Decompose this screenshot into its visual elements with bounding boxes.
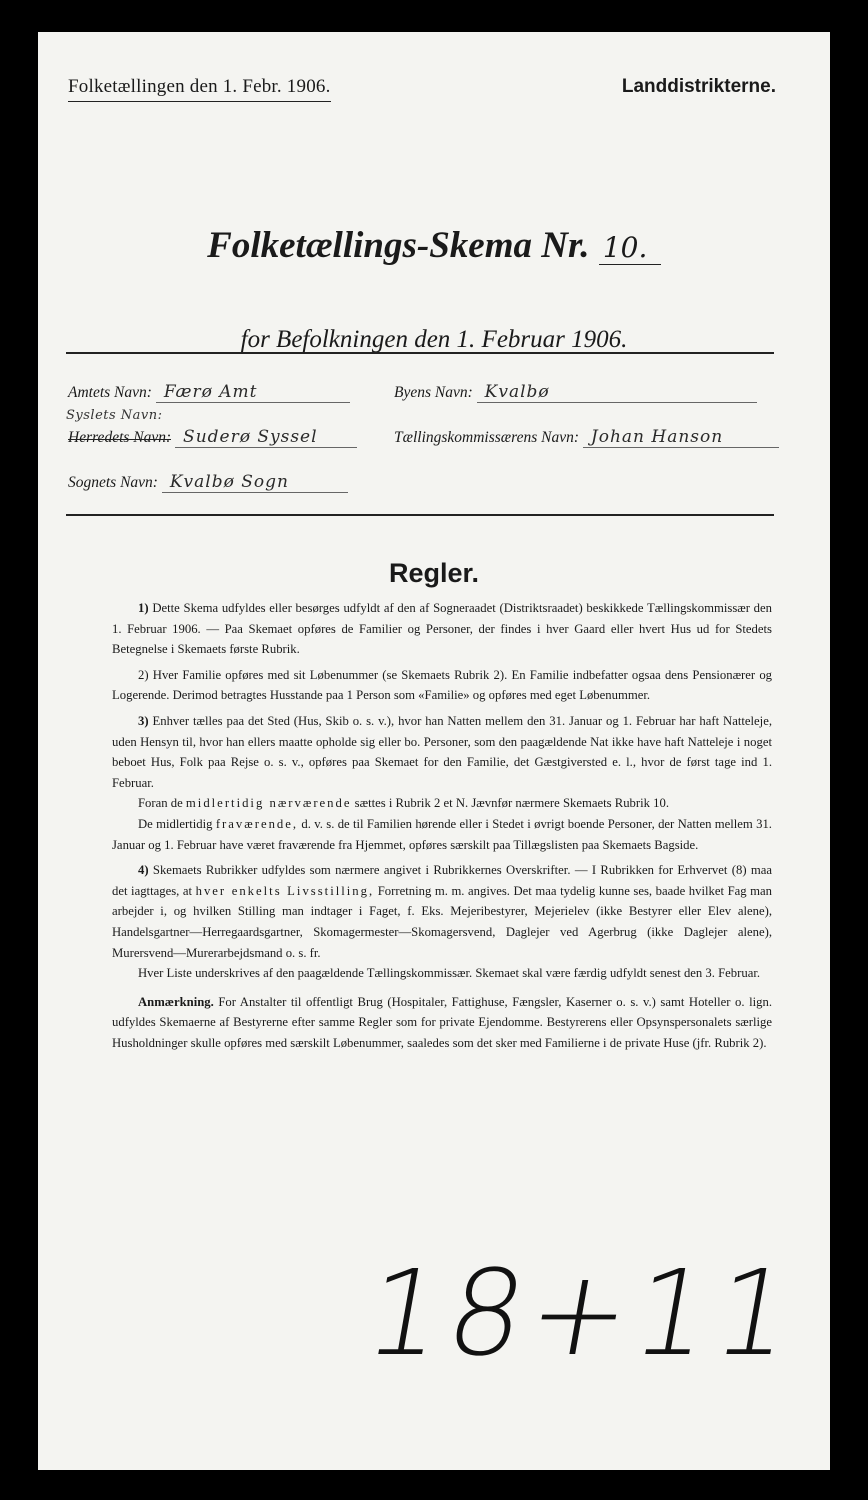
census-form-page [38,32,830,1470]
field-kommissaer-label: Tællingskommissærens Navn: [394,429,580,446]
field-herred [68,427,357,448]
form-subtitle: for Befolkningen den 1. Februar 1906. [240,326,628,353]
form-number: 10. [599,231,661,265]
form-title [38,224,830,267]
divider-top [66,352,774,354]
rule-3: 3) Enhver tælles paa det Sted (Hus, Skib o. s. v.), hvor han Natten mellem den 31. Januar og 1. Februar har haft Natteleje, uden Hensyn til, hvor han ellers maatte opholde sig eller bo. Personer, som den paagældende Nat ikke have haft Natteleje i noget beboet Hus, Folk paa Rejse o. s. v., opføres paa Skemaet for den Familie, det Gæstgiversted e. l., hvor de først tage ind 1. Februar. [112,713,772,790]
district-type-header: Landdistrikterne. [621,76,776,97]
census-date-header: Folketællingen den 1. Febr. 1906. [68,76,331,102]
field-by-label: Byens Navn: [394,384,473,401]
field-herred-value: Suderø Syssel [175,427,357,448]
field-herred-correction: Syslets Navn: [66,408,163,423]
form-title-text: Folketællings-Skema Nr. [207,225,590,266]
field-sogn [68,472,348,493]
rules-title: Regler. [388,558,480,588]
field-amt-value: Færø Amt [156,382,350,403]
rule-1: 1) Dette Skema udfyldes eller besørges udfyldt af den af Sogneraadet (Distriktsraadet) beskikkede Tællingskommissær den 1. Februar 1906. — Paa Skemaet opføres de Familier og Personer, der findes i hver Gaard eller hvert Hus ud for Stedets Betegnelse i Skemaets første Rubrik. [112,601,773,657]
field-kommissaer [394,427,779,448]
rule-4-signature: Hver Liste underskrives af den paagældende Tællingskommissær. Skemaet skal være færdig udfyldt senest den 3. Februar. [138,966,761,981]
rule-3-temporary-present: Foran de midlertidig nærværende sættes i Rubrik 2 et N. Jævnfør nærmere Skemaets Rubrik 10. [138,796,670,811]
field-herred-label: Herredets Navn: [68,429,172,446]
rules-text [112,598,772,1058]
rule-2: 2) Hver Familie opføres med sit Løbenummer (se Skemaets Rubrik 2). En Familie indbefatter ogsaa dens Pensionærer og Logerende. Derimod betragtes Husstande paa 1 Person som «Familie» og opføres med eget Løbenummer. [112,667,773,703]
rule-4: 4) Skemaets Rubrikker udfyldes som nærmere angivet i Rubrikkernes Overskrifter. — I Rubrikken for Erhvervet (8) maa det iagttages, at hver enkelts Livsstilling, Forretning m. m. angives. Det maa tydelig kunne ses, baade hvilket Fag man arbejder i, og hvilken Stilling man indtager i Faget, f. Eks. Mejeribestyrer, Mejerielev (ikke Bestyrer eller Elev alene), Handelsgartner—Herregaardsgartner, Skomagermester—Skomagersvend, Daglejer ved Agerbrug (ikke Daglejer alene), Murersvend—Murerarbejdsmand o. s. fr. [112,863,773,960]
rules-note: Anmærkning. For Anstalter til offentligt Brug (Hospitaler, Fattighuse, Fængsler, Kaserner o. s. v.) samt Hoteller o. lign. udfyldes Skemaerne af Bestyrerne efter samme Regler som for private Ejendomme. Bestyrerens eller Opsynspersonalets særlige Husholdninger skulle opføres med særskilt Løbenummer, saaledes som det sker med Familierne i de private Huse (jfr. Rubrik 2). [112,994,772,1050]
field-amt-label: Amtets Navn: [68,384,152,401]
field-amt [68,382,350,403]
rule-3-temporary-absent: De midlertidig fraværende, d. v. s. de til Familien hørende eller i Stedet i øvrigt boende Personer, der Natten mellem 31. Januar og 1. Februar have været fraværende fra Hjemmet, opføres særskilt paa Tillægslisten paa Skemaets Bagside. [112,816,772,852]
field-sogn-value: Kvalbø Sogn [162,472,348,493]
divider-bottom [66,514,774,516]
handwritten-total: 18+11 [355,1244,810,1382]
field-sogn-label: Sognets Navn: [68,474,158,491]
field-by [394,382,757,403]
field-kommissaer-value: Johan Hanson [583,427,779,448]
field-by-value: Kvalbø [477,382,757,403]
